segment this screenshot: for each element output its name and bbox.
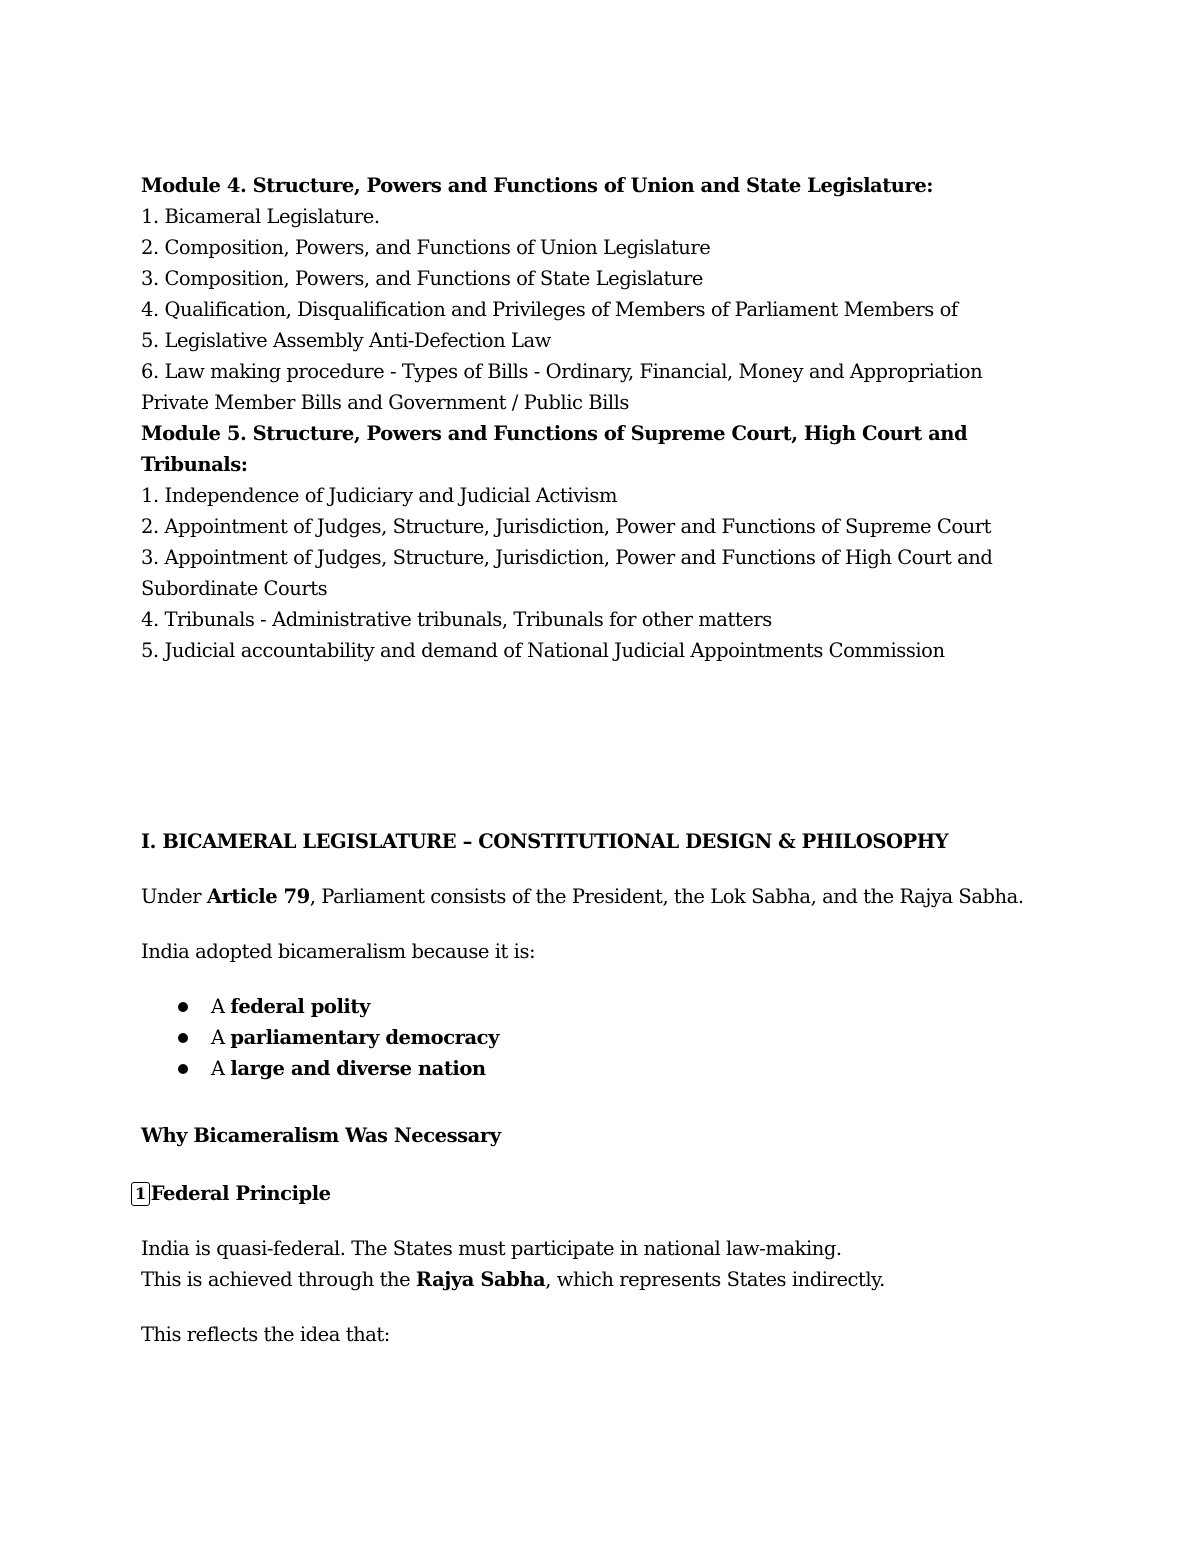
paragraph-spacer bbox=[141, 1209, 1021, 1233]
module-5-item: 2. Appointment of Judges, Structure, Jurisdiction, Power and Functions of Supreme Court bbox=[141, 515, 991, 538]
article-reference: Article 79 bbox=[206, 885, 310, 908]
bicameralism-reasons-list bbox=[141, 991, 1021, 1084]
list-item bbox=[141, 991, 1021, 1022]
module-4-item: 3. Composition, Powers, and Functions of State Legislature bbox=[141, 267, 704, 290]
reflects-line: This reflects the idea that: bbox=[141, 1323, 390, 1346]
paragraph-spacer bbox=[141, 1151, 1021, 1178]
module-5-item: 5. Judicial accountability and demand of National Judicial Appointments Commission bbox=[141, 639, 945, 662]
federal-paragraph-line: India is quasi-federal. The States must participate in national law-making. bbox=[141, 1237, 842, 1260]
module-5-item: 4. Tribunals - Administrative tribunals, Tribunals for other matters bbox=[141, 608, 772, 631]
document-page bbox=[135, 170, 1024, 1350]
paragraph-spacer bbox=[141, 912, 1021, 936]
section-spacer bbox=[141, 666, 1021, 826]
federal-principle-title: Federal Principle bbox=[150, 1182, 331, 1205]
module-5-item: 3. Appointment of Judges, Structure, Jurisdiction, Power and Functions of High Court and bbox=[141, 546, 993, 569]
bullet-text: large and diverse nation bbox=[230, 1057, 486, 1080]
bullet-prefix: A bbox=[211, 995, 231, 1018]
module-5-heading: Module 5. Structure, Powers and Functions of Supreme Court, High Court and bbox=[141, 422, 968, 445]
module-4-item: 1. Bicameral Legislature. bbox=[141, 205, 380, 228]
module-4-heading: Module 4. Structure, Powers and Functions of Union and State Legislature: bbox=[141, 174, 934, 197]
bullet-icon bbox=[178, 1002, 188, 1012]
bullet-icon bbox=[178, 1033, 188, 1043]
federal-principle-heading bbox=[135, 1178, 1021, 1209]
bullet-text: federal polity bbox=[230, 995, 370, 1018]
list-item bbox=[141, 1053, 1021, 1084]
module-5-heading-continued: Tribunals: bbox=[141, 453, 248, 476]
module-4-item: 5. Legislative Assembly Anti-Defection Law bbox=[141, 329, 551, 352]
federal-line-prefix: This is achieved through the bbox=[141, 1268, 416, 1291]
section-1-heading: I. BICAMERAL LEGISLATURE – CONSTITUTIONAL DESIGN & PHILOSOPHY bbox=[141, 830, 949, 853]
module-4-item: Private Member Bills and Government / Public Bills bbox=[141, 391, 629, 414]
bullet-text: parliamentary democracy bbox=[230, 1026, 499, 1049]
paragraph-spacer bbox=[141, 1084, 1021, 1120]
paragraph-spacer bbox=[141, 857, 1021, 881]
paragraph-spacer bbox=[141, 1295, 1021, 1319]
module-4-item: 6. Law making procedure - Types of Bills - Ordinary, Financial, Money and Appropriation bbox=[141, 360, 983, 383]
article-79-paragraph bbox=[141, 881, 1024, 912]
list-item bbox=[141, 1022, 1021, 1053]
bullet-icon bbox=[178, 1064, 188, 1074]
paragraph-spacer bbox=[141, 967, 1021, 991]
adopted-intro: India adopted bicameralism because it is: bbox=[141, 940, 536, 963]
rajya-sabha-term: Rajya Sabha bbox=[415, 1268, 546, 1291]
module-5-item: 1. Independence of Judiciary and Judicial Activism bbox=[141, 484, 617, 507]
article-prefix: Under bbox=[141, 885, 207, 908]
bullet-prefix: A bbox=[211, 1057, 231, 1080]
module-4-item: 4. Qualification, Disqualification and Privileges of Members of Parliament Members of bbox=[141, 298, 958, 321]
article-suffix: , Parliament consists of the President, the Lok Sabha, and the Rajya Sabha. bbox=[309, 885, 1024, 908]
bullet-prefix: A bbox=[211, 1026, 231, 1049]
module-4-item: 2. Composition, Powers, and Functions of Union Legislature bbox=[141, 236, 711, 259]
federal-paragraph-line bbox=[141, 1264, 1021, 1295]
module-5-item: Subordinate Courts bbox=[141, 577, 328, 600]
why-heading: Why Bicameralism Was Necessary bbox=[141, 1124, 501, 1147]
number-one-keycap-icon: 1 bbox=[131, 1182, 150, 1206]
federal-line-suffix: , which represents States indirectly. bbox=[545, 1268, 885, 1291]
